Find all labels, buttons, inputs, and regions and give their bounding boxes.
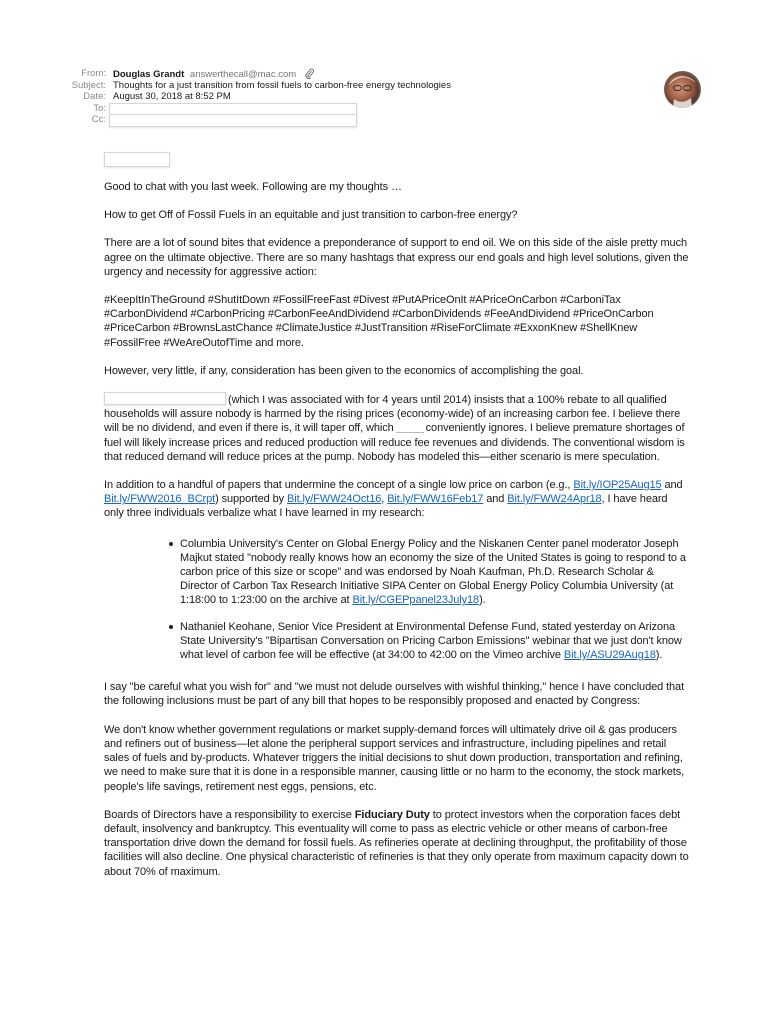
- bullet-icon: [169, 542, 173, 546]
- paragraph-papers: [104, 478, 689, 521]
- paragraph-greeting: Good to chat with you last week. Following are my thoughts …: [104, 181, 402, 193]
- papers-text-3: ) supported by: [215, 493, 285, 506]
- link-cgep-panel[interactable]: Bit.ly/CGEPpanel23July18: [352, 594, 480, 607]
- papers-text-5: and: [486, 493, 505, 506]
- paragraph-careful: I say "be careful what you wish for" and "we must not delude ourselves with wishful thinking," hence I have concluded that the following inclusions must be part of any bill that hopes to be responsibly proposed and enacted by Congress:: [104, 681, 685, 708]
- paragraph-fiduciary: [104, 808, 689, 879]
- org-redaction-small: [396, 422, 424, 433]
- rebate-text-a: (which I was associated with for 4 years until 2014) insists that a 100% rebate to all qualified households will assure nobody is harmed by the rising prices (economy-wide) of an increasing carbon fee. I believe there will be no dividend, and even if there is, it will taper off, which: [104, 394, 681, 435]
- date-label: Date:: [83, 91, 106, 102]
- email-body: [104, 180, 689, 893]
- subject-row: [0, 80, 768, 92]
- email-header: [0, 68, 768, 126]
- bullet2-end: ).: [655, 649, 663, 662]
- fiduciary-duty-bold: Fiduciary Duty: [354, 808, 430, 821]
- paragraph-rebate: [104, 392, 689, 464]
- from-row: [0, 68, 768, 80]
- link-iop25aug15[interactable]: Bit.ly/IOP25Aug15: [573, 479, 662, 492]
- link-fww2016-bcrpt[interactable]: Bit.ly/FWW2016_BCrpt: [104, 493, 216, 506]
- bullet2-text: Nathaniel Keohane, Senior Vice President at Environmental Defense Fund, stated yesterday on Arizona State University's "Bipartisan Conversation on Pricing Carbon Emissions" webinar that we just don't know what level of carbon fee will be effective (at 34:00 to 42:00 on the Vimeo archive: [180, 620, 682, 662]
- fiduciary-text-1: Boards of Directors have a responsibility to exercise: [104, 808, 352, 821]
- paragraph-hashtags: #KeepItInTheGround #ShutItDown #FossilFreeFast #Divest #PutAPriceOnIt #APriceOnCarbon #CarboniTax #CarbonDividend #CarbonPricing #CarbonFeeAndDividend #CarbonDividends #FeeAndDividend #PriceOnCarbon #PriceCarbon #BrownsLastChance #ClimateJustice #JustTransition #RiseForClimate #ExxonKnew #ShellKnew #FossilFree #WeAreOutofTime and more.: [104, 294, 654, 349]
- sender-email[interactable]: answerthecall@mac.com: [189, 69, 297, 80]
- bullet1-end: ).: [479, 594, 486, 607]
- bullet1-text: Columbia University's Center on Global Energy Policy and the Niskanen Center panel moderator Joseph Majkut stated "nobody really knows how an economy the size of the United States is going to respond to a carbon price of this size or scope" and was endorsed by Noah Kaufman, Ph.D. Research Scholar & Director of Carbon Tax Research Initiative SIPA Center on Global Energy Policy Columbia University (at 1:18:00 to 1:23:00 on the archive at: [180, 537, 686, 607]
- to-row: [0, 103, 768, 115]
- avatar: [664, 71, 701, 108]
- fiduciary-text-2: to protect investors when the corporation faces debt default, insolvency and bankruptcy. This eventuality will come to pass as electric vehicle or other means of carbon-free transportation drive down the demand for fossil fuels. As refineries operate at declining throughput, the profitability of those facilities will also decline. One physical characteristic of refineries is that they only operate from maximum capacity down to about 70% of maximum.: [104, 808, 689, 878]
- papers-text-2: and: [664, 479, 683, 492]
- link-fww16feb17[interactable]: Bit.ly/FWW16Feb17: [387, 493, 484, 506]
- date-text: August 30, 2018 at 8:52 PM: [113, 91, 231, 102]
- papers-text-1: In addition to a handful of papers that undermine the concept of a single low price on carbon (e.g.,: [104, 479, 571, 492]
- cc-redaction: [109, 114, 357, 127]
- to-label: To:: [93, 102, 106, 114]
- papers-text-6: , I have heard only three individuals verbalize what I have learned in my research:: [104, 493, 668, 520]
- papers-text-4: ,: [381, 493, 385, 506]
- from-label: From:: [81, 68, 106, 79]
- bullet-list: [104, 537, 689, 663]
- salutation-redaction: [104, 152, 170, 167]
- subject-label: Subject:: [71, 79, 106, 91]
- paragraph-regulations: We don't know whether government regulations or market supply-demand forces will ultimately drive oil & gas producers and refiners out of business—let alone the peripheral support services and infrastructure, including pipelines and retail sales of fuels and by-products. Whatever triggers the initial decisions to shut down production, transportation and refining, we need to make sure that it is done in a responsible manner, causing little or no harm to the economy, the stock markets, people's life savings, retirement nest eggs, pensions, etc.: [104, 723, 685, 793]
- org-redaction: [104, 392, 226, 405]
- cc-row: [0, 114, 768, 126]
- sender-name[interactable]: Douglas Grandt: [113, 69, 185, 80]
- cc-label: Cc:: [91, 114, 106, 125]
- link-fww24oct16[interactable]: Bit.ly/FWW24Oct16: [286, 493, 382, 506]
- paragraph-soundbites: There are a lot of sound bites that evidence a preponderance of support to end oil. We on this side of the aisle pretty much agree on the ultimate objective. There are so many hashtags that express our end goals and high level solutions, given the urgency and necessity for aggressive action:: [104, 237, 689, 278]
- bullet-icon: [169, 625, 173, 629]
- paragraph-economics: However, very little, if any, consideration has been given to the economics of accomplishing the goal.: [104, 364, 584, 377]
- list-item: [180, 537, 689, 608]
- link-fww24apr18[interactable]: Bit.ly/FWW24Apr18: [507, 493, 602, 506]
- list-item: [180, 620, 689, 663]
- link-asu29aug18[interactable]: Bit.ly/ASU29Aug18: [563, 649, 656, 662]
- date-row: [0, 91, 768, 103]
- rebate-text-b: conveniently ignores. I believe premature shortages of fuel will likely increase prices and reduced production will reduce fee revenues and dividends. The conventional wisdom is that reduced demand will reduce prices at the pump. Nobody has modeled this—either scenario is mere speculation.: [104, 422, 685, 463]
- paragraph-question: How to get Off of Fossil Fuels in an equitable and just transition to carbon-free energy?: [104, 209, 518, 222]
- subject-text: Thoughts for a just transition from fossil fuels to carbon-free energy technologies: [113, 79, 451, 91]
